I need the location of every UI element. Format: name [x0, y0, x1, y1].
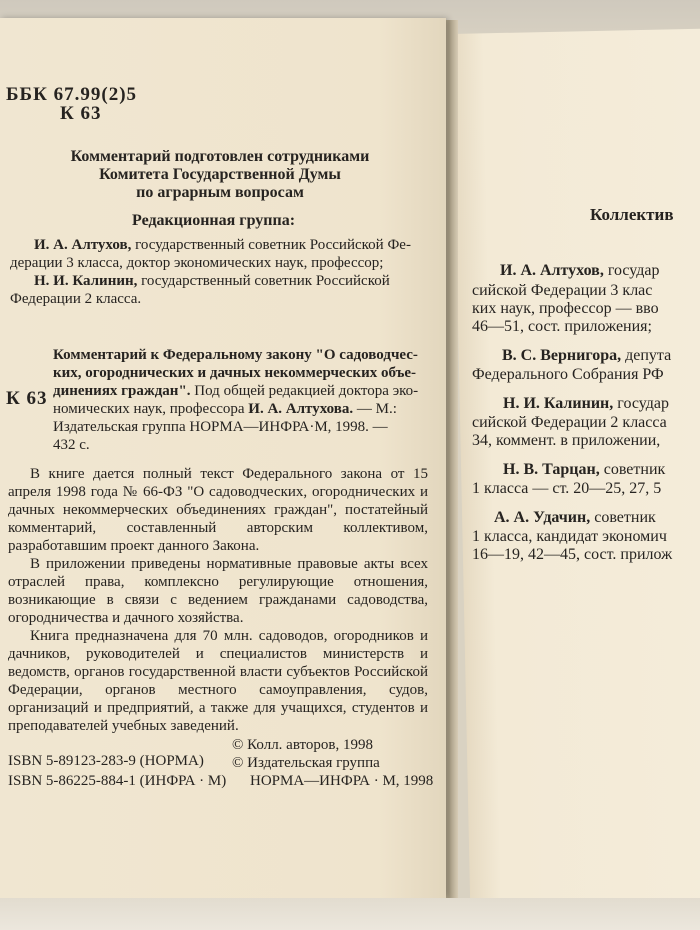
copyright-authors: © Колл. авторов, 1998	[232, 737, 373, 753]
catalog-title-line: динениях граждан".	[53, 383, 191, 399]
author-desc: советник	[599, 461, 666, 478]
isbn-infra: ISBN 5-86225-884-1 (ИНФРА · М)	[8, 773, 227, 789]
right-entry	[494, 509, 656, 527]
author-desc: советник	[590, 509, 656, 526]
copyright-publisher: © Издательская группа	[232, 755, 380, 771]
catalog-text: номических наук, профессора	[53, 401, 249, 417]
catalog-entry	[53, 346, 433, 454]
author-desc: депута	[621, 347, 672, 364]
right-entry-line: 1 класса — ст. 20—25, 27, 5	[472, 480, 662, 497]
author-desc: Федерации 2 класса.	[10, 291, 142, 307]
right-entry-line: Федерального Собрания РФ	[472, 366, 664, 383]
right-entry-line: 46—51, сост. приложения;	[472, 318, 652, 335]
catalog-title-line: Комментарий к Федеральному закону "О садоводчес-	[53, 347, 418, 363]
right-entry-line: сийской Федерации 2 класса	[472, 414, 667, 431]
prepared-by-note	[30, 148, 410, 202]
description-paragraph: В книге дается полный текст Федерального закона от 15 апреля 1998 года № 66-ФЗ "О садоводческих, огороднических и дачных некоммерческих объединениях граждан", постатейный комментарий, составленный авторским коллективом, разработавшим проект данного Закона.	[8, 466, 428, 554]
right-entry-line: 34, коммент. в приложении,	[472, 432, 661, 449]
right-entry-line: сийской Федерации 3 клас	[472, 282, 653, 299]
right-entry-line: 1 класса, кандидат экономич	[472, 528, 667, 545]
right-page-heading: Коллектив	[590, 205, 674, 224]
author-name: Н. И. Калинин,	[503, 395, 614, 412]
catalog-text: 432 с.	[53, 437, 90, 453]
author-name: И. А. Алтухов,	[500, 262, 604, 279]
author-name: Н. В. Тарцан,	[503, 461, 600, 478]
catalog-text: Издательская группа НОРМА—ИНФРА·М, 1998. —	[53, 419, 388, 435]
author-desc: государственный советник Российской	[137, 273, 390, 289]
author-name: И. А. Алтухов,	[34, 237, 132, 253]
author-name: В. С. Вернигора,	[502, 347, 622, 364]
author-mark-top: К 63	[60, 103, 102, 124]
author-desc: государ	[603, 262, 660, 279]
author-mark-side: К 63	[6, 388, 48, 409]
isbn-norma: ISBN 5-89123-283-9 (НОРМА)	[8, 753, 204, 769]
prepared-by-line: Комитета Государственной Думы	[99, 166, 341, 183]
editorial-group-title: Редакционная группа:	[132, 212, 296, 229]
author-desc: государственный советник Российской Фе-	[131, 237, 411, 253]
copyright-publisher-name: НОРМА—ИНФРА · М, 1998	[250, 773, 434, 789]
editorial-authors	[10, 236, 430, 308]
author-desc: дерации 3 класса, доктор экономических наук, профессор;	[10, 255, 384, 271]
description-paragraph: Книга предназначена для 70 млн. садоводов, огородников и дачников, руководителей и специалистов министерств и ведомств, органов государственной власти субъектов Российской Федерации, органов местного самоуправления, судов, организаций и предприятий, а также для учащихся, студентов и преподавателей учебных заведений.	[8, 628, 428, 734]
right-entry	[503, 395, 669, 413]
right-entry-line: 16—19, 42—45, сост. прилож	[472, 546, 673, 563]
book-description	[8, 465, 428, 735]
table-surface	[0, 898, 700, 930]
author-desc: государ	[613, 395, 669, 412]
author-name: А. А. Удачин,	[494, 509, 591, 526]
editor-name: И. А. Алтухова.	[248, 401, 354, 417]
author-name: Н. И. Калинин,	[34, 273, 138, 289]
description-paragraph: В приложении приведены нормативные правовые акты всех отраслей права, комплексно регулирующие отношения, возникающие в связи с ведением гражданами садоводства, огородничества и дачного хозяйства.	[8, 556, 428, 626]
right-entry-line: ких наук, профессор — вво	[472, 300, 659, 317]
catalog-text: Под общей редакцией доктора эко-	[190, 383, 419, 399]
right-entry	[503, 461, 665, 479]
prepared-by-line: по аграрным вопросам	[136, 184, 304, 201]
right-entry	[502, 347, 671, 365]
right-entry	[500, 262, 660, 280]
bbk-code: ББК 67.99(2)5	[6, 84, 138, 105]
prepared-by-line: Комментарий подготовлен сотрудниками	[70, 148, 370, 165]
catalog-title-line: ких, огороднических и дачных некоммерческих объе-	[53, 365, 416, 381]
catalog-text: — М.:	[353, 401, 397, 417]
